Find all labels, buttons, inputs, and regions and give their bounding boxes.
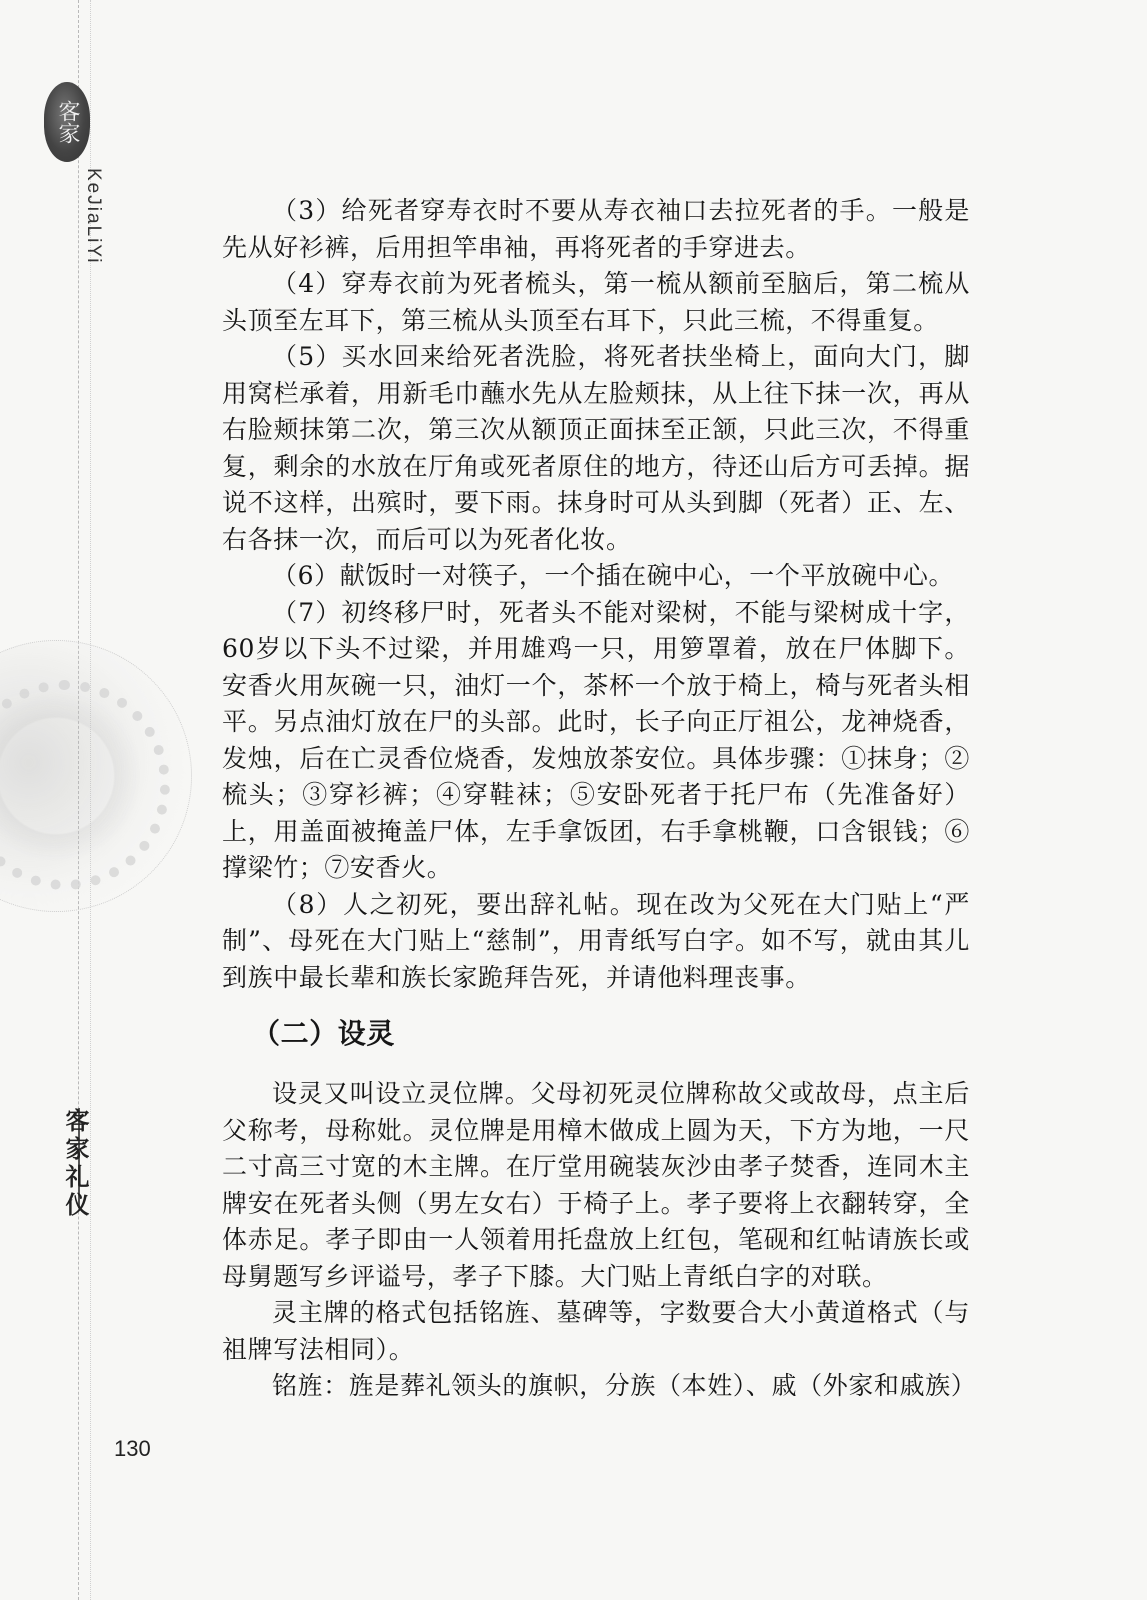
- paragraph-item-8: （8）人之初死，要出辞礼帖。现在改为父死在大门贴上“严制”、母死在大门贴上“慈制”，用青纸写白字。如不写，就由其儿到族中最长辈和族长家跪拜告死，并请他料理丧事。: [222, 889, 970, 992]
- seal-logo: [44, 82, 90, 162]
- seal-logo-text: 客家: [55, 100, 80, 144]
- paragraph-item-7: （7）初终移尸时，死者头不能对梁树，不能与梁树成十字，60岁以下头不过梁，并用雄鸡一只，用箩罩着，放在尸体脚下。安香火用灰碗一只，油灯一个，茶杯一个放于椅上，椅与死者头相平。另点油灯放在尸的头部。此时，长子向正厅祖公，龙神烧香，发烛，后在亡灵香位烧香，发烛放茶安位。具体步骤：①抹身；②梳头；③穿衫裤；④穿鞋袜；⑤安卧死者于托尸布（先准备好）上，用盖面被掩盖尸体，左手拿饭团，右手拿桃鞭，口含银钱；⑥撑梁竹；⑦安香火。: [222, 597, 970, 882]
- series-name-english: KeJiaLiYi: [83, 168, 104, 265]
- paragraph-tablet-format: 灵主牌的格式包括铭旌、墓碑等，字数要合大小黄道格式（与祖牌写法相同）。: [222, 1298, 970, 1364]
- paragraph-item-5: （5）买水回来给死者洗脸，将死者扶坐椅上，面向大门，脚用窝栏承着，用新毛巾蘸水先从左脸颊抹，从上往下抹一次，再从右脸颊抹第二次，第三次从额顶正面抹至正颔，只此三次，不得重复，剩余的水放在厅角或死者原住的地方，待还山后方可丢掉。据说不这样，出殡时，要下雨。抹身时可从头到脚（死者）正、左、右各抹一次，而后可以为死者化妆。: [222, 342, 970, 554]
- book-title-vertical: 客家礼仪: [61, 1108, 89, 1220]
- paragraph-item-3: （3）给死者穿寿衣时不要从寿衣袖口去拉死者的手。一般是先从好衫裤，后用担竿串袖，再将死者的手穿进去。: [222, 196, 970, 262]
- paragraph-item-4: （4）穿寿衣前为死者梳头，第一梳从额前至脑后，第二梳从头顶至左耳下，第三梳从头顶至右耳下，只此三梳，不得重复。: [222, 269, 970, 335]
- main-text: [222, 193, 977, 1405]
- section-heading: （二）设灵: [252, 1017, 396, 1050]
- paragraph-setling: 设灵又叫设立灵位牌。父母初死灵位牌称故父或故母，点主后父称考，母称妣。灵位牌是用樟木做成上圆为天，下方为地，一尺二寸高三寸宽的木主牌。在厅堂用碗装灰沙由孝子焚香，连同木主牌安在死者头侧（男左女右）于椅子上。孝子要将上衣翻转穿，全体赤足。孝子即由一人领着用托盘放上红包，笔砚和红帖请族长或母舅题写乡评谥号，孝子下膝。大门贴上青纸白字的对联。: [222, 1079, 970, 1291]
- page-number: 130: [114, 1436, 151, 1461]
- paragraph-item-6: （6）献饭时一对筷子，一个插在碗中心，一个平放碗中心。: [272, 561, 955, 590]
- paragraph-mingjing: 铭旌：旌是葬礼领头的旗帜，分族（本姓）、戚（外家和戚族）: [272, 1371, 977, 1400]
